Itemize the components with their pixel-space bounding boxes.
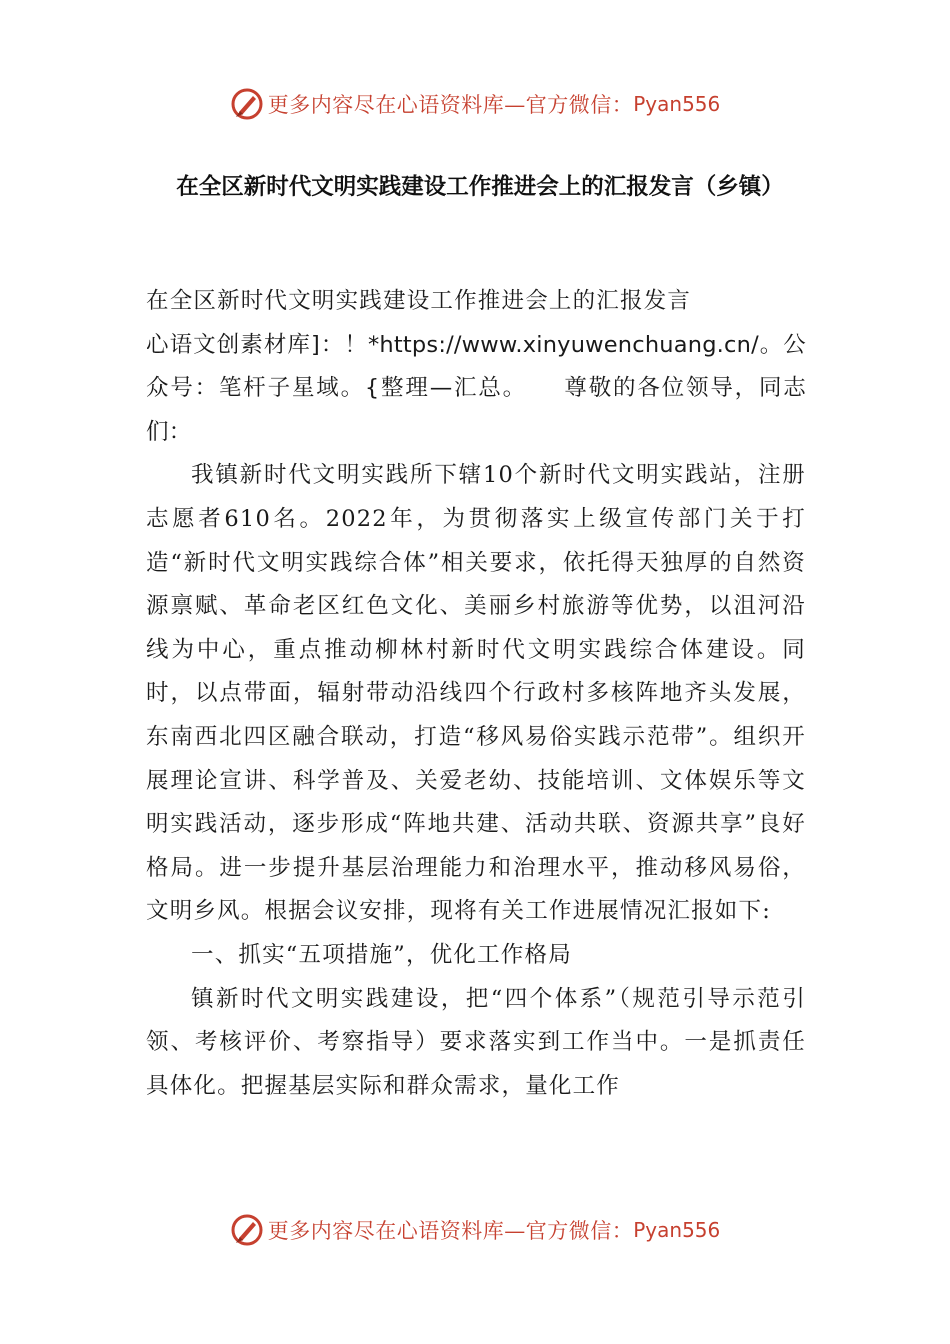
document-title: 在全区新时代文明实践建设工作推进会上的汇报发言（乡镇） bbox=[176, 174, 784, 200]
watermark-wechat-id: Pyan556 bbox=[633, 92, 721, 116]
document-body bbox=[146, 280, 806, 1108]
watermark-text: 更多内容尽在心语资料库—官方微信： bbox=[267, 93, 634, 117]
section-heading: 一、抓实“五项措施”，优化工作格局 bbox=[191, 941, 572, 968]
paragraph: 我镇新时代文明实践所下辖10个新时代文明实践站，注册志愿者610名。2022年，为贯彻落实上级宣传部门关于打造“新时代文明实践综合体”相关要求，依托得天独厚的自然资源禀赋、革命老区红色文化、美丽乡村旅游等优势，以沮河沿线为中心，重点推动柳林村新时代文明实践综合体建设。同时，以点带面，辐射带动沿线四个行政村多核阵地齐头发展，东南西北四区融合联动，打造“移风易俗实践示范带”。组织开展理论宣讲、科学普及、关爱老幼、技能培训、文体娱乐等文明实践活动，逐步形成“阵地共建、活动共联、资源共享”良好格局。进一步提升基层治理能力和治理水平，推动移风易俗，文明乡风。根据会议安排，现将有关工作进展情况汇报如下: bbox=[146, 462, 806, 925]
footer-watermark bbox=[0, 1210, 950, 1250]
paragraph: 镇新时代文明实践建设，把“四个体系”（规范引导示范引领、考核评价、考察指导）要求落实到工作当中。一是抓责任具体化。把握基层实际和群众需求，量化工作 bbox=[146, 985, 806, 1099]
paragraph-source-note: 心语文创素材库]：！*https://www.xinyuwenchuang.cn/。公众号：笔杆子星域。{整理—汇总。 尊敬的各位领导，同志们： bbox=[146, 331, 806, 445]
pen-logo-icon bbox=[230, 87, 264, 121]
watermark-wechat-id: Pyan556 bbox=[633, 1218, 721, 1242]
watermark-text: 更多内容尽在心语资料库—官方微信： bbox=[267, 1219, 634, 1243]
pen-logo-icon bbox=[230, 1213, 264, 1247]
header-watermark bbox=[0, 84, 950, 124]
paragraph: 在全区新时代文明实践建设工作推进会上的汇报发言 bbox=[146, 288, 692, 314]
